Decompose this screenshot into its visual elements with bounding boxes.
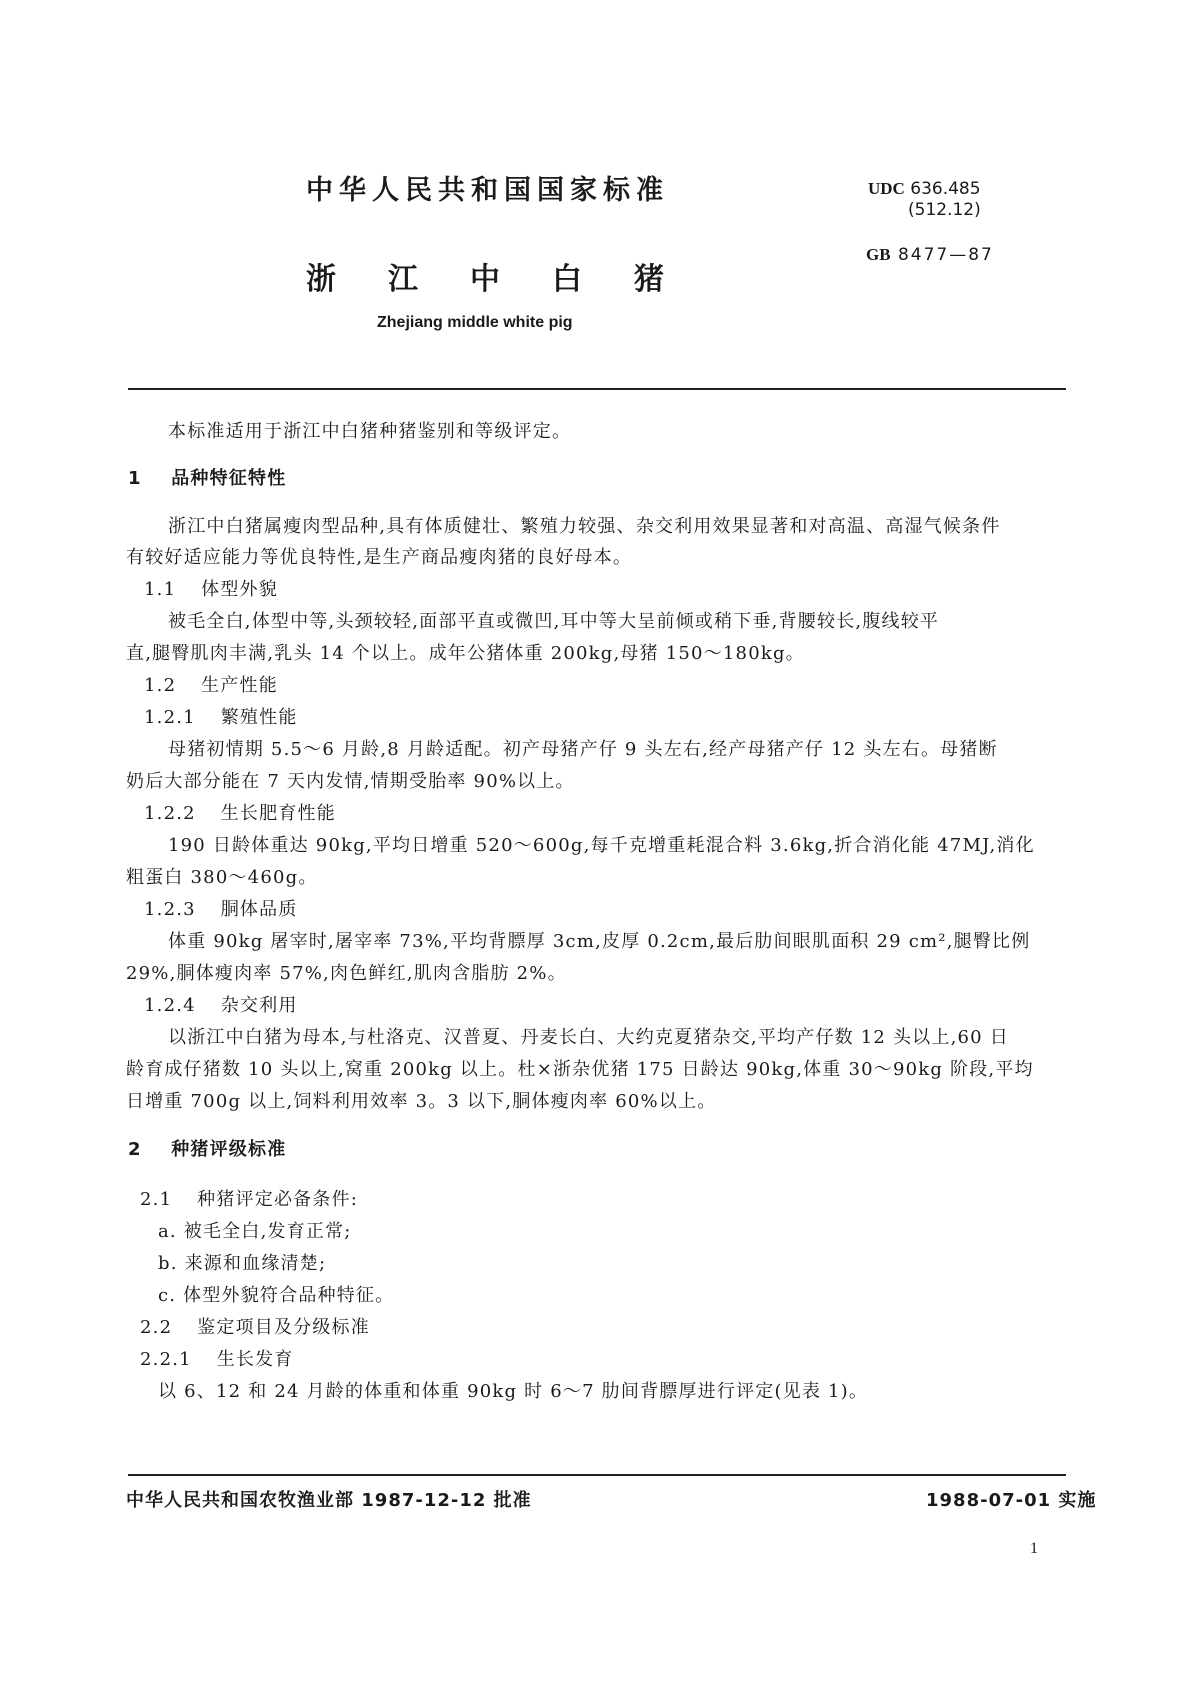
section-title: 繁殖性能 — [220, 707, 298, 728]
section-1-1-line-2: 直,腿臀肌肉丰满,乳头 14 个以上。成年公猪体重 200kg,母猪 150～180kg。 — [126, 643, 805, 664]
udc-code — [868, 178, 981, 200]
section-title: 种猪评定必备条件: — [197, 1189, 359, 1210]
section-title: 品种特征特性 — [171, 468, 287, 489]
section-title: 鉴定项目及分级标准 — [197, 1317, 370, 1338]
section-1-1-line-1: 被毛全白,体型中等,头颈较轻,面部平直或微凹,耳中等大呈前倾或稍下垂,背腰较长,腹线较平 — [168, 611, 940, 632]
requirement-c: c. 体型外貌符合品种特征。 — [158, 1285, 395, 1306]
section-title: 生长发育 — [216, 1349, 294, 1370]
section-number: 1 — [128, 468, 142, 489]
section-1-2-3-line-1: 体重 90kg 屠宰时,屠宰率 73%,平均背膘厚 3cm,皮厚 0.2cm,最后肋间眼肌面积 29 cm²,腿臀比例 — [168, 931, 1031, 952]
document-title: 浙江中白猪 — [306, 262, 716, 297]
section-1-2-2-line-2: 粗蛋白 380～460g。 — [126, 867, 318, 888]
section-2-2-heading — [140, 1313, 370, 1339]
section-1-1-heading — [144, 575, 278, 601]
header-rule — [128, 388, 1066, 390]
section-1-2-4-line-3: 日增重 700g 以上,饲料利用效率 3。3 以下,胴体瘦肉率 60%以上。 — [126, 1091, 717, 1112]
intro-paragraph: 本标准适用于浙江中白猪种猪鉴别和等级评定。 — [168, 421, 572, 442]
udc-label: UDC — [868, 179, 905, 198]
page-number: 1 — [1030, 1540, 1038, 1557]
gb-code — [866, 245, 994, 265]
section-2-2-1-heading — [140, 1345, 294, 1371]
section-number: 2 — [128, 1139, 142, 1160]
section-number: 1.2.4 — [144, 995, 196, 1016]
section-title: 种猪评级标准 — [171, 1139, 287, 1160]
footer-rule — [128, 1474, 1066, 1476]
section-1-2-heading — [144, 671, 278, 697]
section-number: 1.2.1 — [144, 707, 196, 728]
document-subtitle: Zhejiang middle white pig — [377, 314, 573, 331]
section-number: 1.2.3 — [144, 899, 196, 920]
section-title: 体型外貌 — [201, 579, 278, 600]
section-1-2-4-line-2: 龄育成仔猪数 10 头以上,窝重 200kg 以上。杜×浙杂优猪 175 日龄达 90kg,体重 30～90kg 阶段,平均 — [126, 1059, 1034, 1080]
section-1-2-2-heading — [144, 799, 336, 825]
section-title: 胴体品质 — [220, 899, 298, 920]
section-title: 杂交利用 — [220, 995, 298, 1016]
section-number: 1.1 — [144, 579, 177, 600]
udc-sub-code: (512.12) — [908, 200, 981, 220]
section-number: 2.1 — [140, 1189, 173, 1210]
section-1-2-2-line-1: 190 日龄体重达 90kg,平均日增重 520～600g,每千克增重耗混合料 3.6kg,折合消化能 47MJ,消化 — [168, 835, 1035, 856]
section-1-line-1: 浙江中白猪属瘦肉型品种,具有体质健壮、繁殖力较强、杂交利用效果显著和对高温、高湿气候条件 — [168, 516, 1001, 537]
udc-value: 636.485 — [910, 179, 981, 199]
section-1-2-4-line-1: 以浙江中白猪为母本,与杜洛克、汉普夏、丹麦长白、大约克夏猪杂交,平均产仔数 12 头以上,60 日 — [168, 1027, 1009, 1048]
section-2-heading — [128, 1135, 286, 1161]
section-1-heading — [128, 464, 286, 490]
requirement-b: b. 来源和血缘清楚; — [158, 1253, 327, 1274]
section-title: 生产性能 — [201, 675, 278, 696]
section-1-2-1-line-1: 母猪初情期 5.5～6 月龄,8 月龄适配。初产母猪产仔 9 头左右,经产母猪产仔 12 头左右。母猪断 — [168, 739, 998, 760]
section-1-2-1-heading — [144, 703, 298, 729]
requirement-a: a. 被毛全白,发育正常; — [158, 1221, 352, 1242]
standard-title: 中华人民共和国国家标准 — [306, 175, 669, 206]
approval-statement: 中华人民共和国农牧渔业部 1987-12-12 批准 — [126, 1490, 532, 1511]
section-number: 1.2 — [144, 675, 177, 696]
gb-label: GB — [866, 245, 891, 264]
section-1-2-4-heading — [144, 991, 298, 1017]
section-title: 生长肥育性能 — [220, 803, 336, 824]
effective-date: 1988-07-01 实施 — [926, 1490, 1097, 1511]
section-number: 2.2 — [140, 1317, 173, 1338]
section-2-2-1-line-1: 以 6、12 和 24 月龄的体重和体重 90kg 时 6～7 肋间背膘厚进行评定(见表 1)。 — [158, 1381, 869, 1402]
section-1-2-3-heading — [144, 895, 298, 921]
section-number: 2.2.1 — [140, 1349, 192, 1370]
section-1-2-1-line-2: 奶后大部分能在 7 天内发情,情期受胎率 90%以上。 — [126, 771, 575, 792]
section-1-line-2: 有较好适应能力等优良特性,是生产商品瘦肉猪的良好母本。 — [126, 547, 633, 568]
section-number: 1.2.2 — [144, 803, 196, 824]
gb-value: 8477—87 — [897, 245, 994, 265]
section-1-2-3-line-2: 29%,胴体瘦肉率 57%,肉色鲜红,肌肉含脂肪 2%。 — [126, 963, 567, 984]
section-2-1-heading — [140, 1185, 358, 1211]
